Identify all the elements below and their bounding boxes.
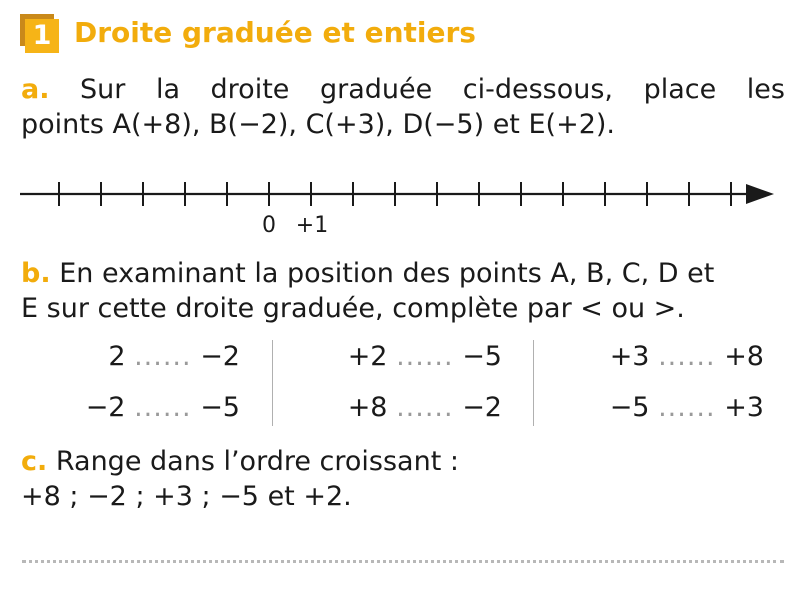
comparison-right: +3 <box>724 392 764 423</box>
comparison-item[interactable] <box>580 392 764 423</box>
column-divider <box>533 340 534 426</box>
comparison-blank[interactable]: ...... <box>658 392 716 423</box>
comparison-item[interactable] <box>75 392 240 423</box>
number-line[interactable] <box>0 170 803 240</box>
comparison-blank[interactable]: ...... <box>658 341 716 372</box>
comparison-right: −5 <box>200 392 240 423</box>
part-c-label: c. <box>21 446 48 477</box>
part-a-word: les <box>746 74 785 105</box>
number-line-arrow <box>746 184 774 204</box>
comparison-left: +8 <box>347 392 388 423</box>
part-a-word: place <box>643 74 717 105</box>
exercise-title: Droite graduée et entiers <box>74 16 476 49</box>
part-a-line2: points A(+8), B(−2), C(+3), D(−5) et E(+2). <box>21 109 615 140</box>
comparison-right: −2 <box>462 392 502 423</box>
part-c-line1 <box>21 444 459 480</box>
column-divider <box>272 340 273 426</box>
comparison-blank[interactable]: ...... <box>396 392 454 423</box>
comparison-item[interactable] <box>318 341 502 372</box>
comparison-left: −5 <box>609 392 650 423</box>
part-c-text1: Range dans l’ordre croissant : <box>55 446 459 477</box>
comparison-blank[interactable]: ...... <box>134 392 192 423</box>
comparison-right: −2 <box>200 341 240 372</box>
part-c-line2: +8 ; −2 ; +3 ; −5 et +2. <box>21 481 352 512</box>
part-a-word: la <box>155 74 180 105</box>
part-a-label: a. <box>21 74 50 105</box>
tick-label-zero: 0 <box>262 213 276 238</box>
comparison-left: +3 <box>609 341 650 372</box>
comparison-item[interactable] <box>75 341 240 372</box>
part-b-text1: En examinant la position des points A, B, C, D et <box>59 258 715 289</box>
part-a-word: Sur <box>80 74 126 105</box>
comparison-left: −2 <box>85 392 126 423</box>
comparison-right: −5 <box>462 341 502 372</box>
part-a-line1 <box>21 72 785 108</box>
comparison-right: +8 <box>724 341 764 372</box>
tick-label-plus-one: +1 <box>295 213 329 238</box>
comparison-left: 2 <box>108 341 126 372</box>
comparison-blank[interactable]: ...... <box>396 341 454 372</box>
answer-line[interactable] <box>22 560 784 563</box>
comparison-blank[interactable]: ...... <box>134 341 192 372</box>
part-a-word: ci-dessous, <box>462 74 614 105</box>
part-b-line2: E sur cette droite graduée, complète par < ou >. <box>21 293 685 324</box>
comparison-left: +2 <box>347 341 388 372</box>
comparison-item[interactable] <box>318 392 502 423</box>
exercise-number-badge <box>20 14 60 52</box>
part-b-line1 <box>21 256 785 292</box>
part-a-word: droite <box>210 74 290 105</box>
part-b-label: b. <box>21 258 51 289</box>
comparison-item[interactable] <box>580 341 764 372</box>
exercise-number: 1 <box>25 19 59 53</box>
part-a-word: graduée <box>319 74 433 105</box>
